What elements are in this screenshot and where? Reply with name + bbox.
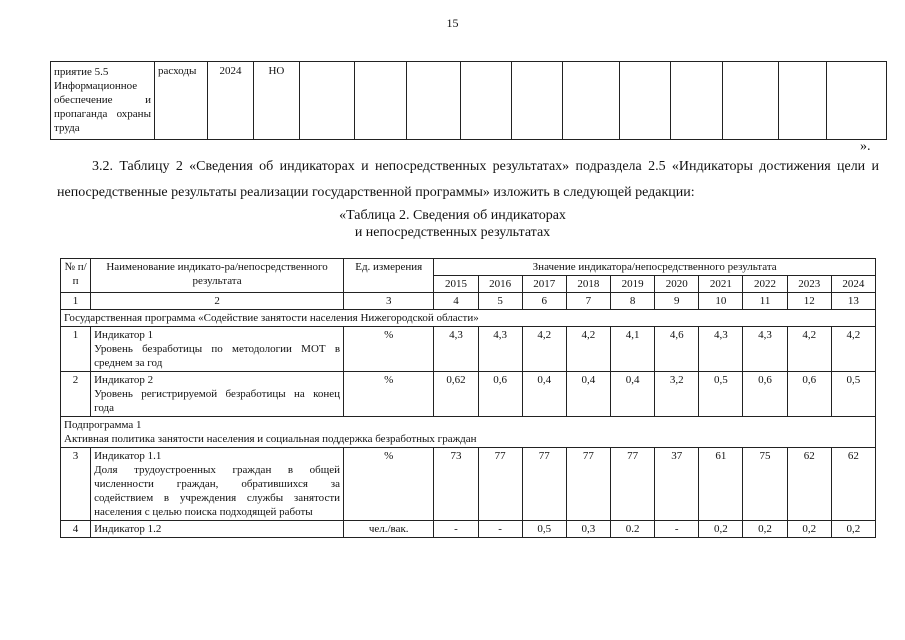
previous-table-fragment bbox=[50, 61, 887, 140]
value-cell: 4,3 bbox=[434, 327, 478, 372]
program-title: Государственная программа «Содействие занятости населения Нижегородской области» bbox=[61, 310, 876, 327]
value-cell: 61 bbox=[699, 448, 743, 521]
value-cell: 0,6 bbox=[787, 372, 831, 417]
header-values: Значение индикатора/непосредственного результата bbox=[434, 259, 876, 276]
flag-cell: НО bbox=[253, 62, 299, 140]
value-cell: 77 bbox=[478, 448, 522, 521]
value-cell: 75 bbox=[743, 448, 787, 521]
column-number: 7 bbox=[566, 293, 610, 310]
empty-cell bbox=[563, 62, 620, 140]
header-unit: Ед. измерения bbox=[344, 259, 434, 293]
expense-type-cell: расходы bbox=[154, 62, 207, 140]
subprogram-name: Активная политика занятости населения и социальная поддержка безработных граждан bbox=[64, 433, 477, 445]
row-number: 2 bbox=[61, 372, 91, 417]
column-number: 12 bbox=[787, 293, 831, 310]
subprogram-title bbox=[61, 417, 876, 448]
unit-cell: % bbox=[344, 372, 434, 417]
column-numbers-row bbox=[61, 293, 876, 310]
year-header: 2021 bbox=[699, 276, 743, 293]
value-cell: 4,2 bbox=[831, 327, 875, 372]
caption-line-2: и непосредственных результатах bbox=[354, 225, 551, 240]
indicator-cell bbox=[91, 327, 344, 372]
header-no: № п/п bbox=[61, 259, 91, 293]
subprogram-rows bbox=[61, 448, 876, 538]
indicator-title: Индикатор 1.1 bbox=[94, 450, 162, 462]
table-row bbox=[51, 62, 887, 140]
value-cell: 3,2 bbox=[655, 372, 699, 417]
value-cell: 0,4 bbox=[522, 372, 566, 417]
value-cell: 77 bbox=[566, 448, 610, 521]
table-row bbox=[61, 448, 876, 521]
column-number: 5 bbox=[478, 293, 522, 310]
program-row bbox=[61, 310, 876, 327]
value-cell: 0,5 bbox=[522, 521, 566, 538]
year-header: 2024 bbox=[831, 276, 875, 293]
column-number: 6 bbox=[522, 293, 566, 310]
value-cell: 4,2 bbox=[787, 327, 831, 372]
column-number: 9 bbox=[655, 293, 699, 310]
year-header: 2018 bbox=[566, 276, 610, 293]
value-cell: 0.2 bbox=[610, 521, 654, 538]
empty-cell bbox=[779, 62, 827, 140]
unit-cell: чел./вак. bbox=[344, 521, 434, 538]
indicator-title: Индикатор 1.2 bbox=[94, 523, 162, 535]
header-name: Наименование индикато-ра/непосредственного результата bbox=[91, 259, 344, 293]
empty-cell bbox=[671, 62, 723, 140]
table-row bbox=[61, 327, 876, 372]
empty-cell bbox=[723, 62, 779, 140]
value-cell: 0,2 bbox=[787, 521, 831, 538]
value-cell: 0,62 bbox=[434, 372, 478, 417]
value-cell: 0,2 bbox=[699, 521, 743, 538]
unit-cell: % bbox=[344, 448, 434, 521]
indicator-title: Индикатор 1 bbox=[94, 329, 154, 341]
indicator-cell bbox=[91, 521, 344, 538]
year-header: 2022 bbox=[743, 276, 787, 293]
value-cell: 62 bbox=[787, 448, 831, 521]
value-cell: 0,5 bbox=[831, 372, 875, 417]
closing-quote: ». bbox=[860, 139, 871, 154]
empty-cell bbox=[511, 62, 563, 140]
table-caption bbox=[0, 207, 905, 241]
indicators-table bbox=[60, 258, 876, 538]
column-number: 13 bbox=[831, 293, 875, 310]
value-cell: 4,1 bbox=[610, 327, 654, 372]
column-number: 3 bbox=[344, 293, 434, 310]
program-rows bbox=[61, 327, 876, 417]
empty-cell bbox=[620, 62, 671, 140]
measure-name-continuation: приятие 5.5 bbox=[54, 66, 109, 78]
empty-cell bbox=[299, 62, 354, 140]
value-cell: 0,2 bbox=[831, 521, 875, 538]
caption-line-1: «Таблица 2. Сведения об индикаторах bbox=[339, 208, 566, 223]
empty-cell bbox=[406, 62, 460, 140]
value-cell: - bbox=[478, 521, 522, 538]
indicator-title: Индикатор 2 bbox=[94, 374, 154, 386]
value-cell: 0,3 bbox=[566, 521, 610, 538]
empty-cell bbox=[354, 62, 406, 140]
value-cell: 62 bbox=[831, 448, 875, 521]
indicator-cell bbox=[91, 448, 344, 521]
empty-cell bbox=[826, 62, 886, 140]
year-header: 2020 bbox=[655, 276, 699, 293]
year-header: 2016 bbox=[478, 276, 522, 293]
value-cell: 4,3 bbox=[743, 327, 787, 372]
value-cell: 4,2 bbox=[522, 327, 566, 372]
row-number: 4 bbox=[61, 521, 91, 538]
column-number: 2 bbox=[91, 293, 344, 310]
column-number: 4 bbox=[434, 293, 478, 310]
value-cell: 73 bbox=[434, 448, 478, 521]
header-row bbox=[61, 259, 876, 276]
value-cell: 0,6 bbox=[478, 372, 522, 417]
value-cell: 0,6 bbox=[743, 372, 787, 417]
subprogram-row bbox=[61, 417, 876, 448]
value-cell: 0,5 bbox=[699, 372, 743, 417]
table-row bbox=[61, 521, 876, 538]
year-header: 2015 bbox=[434, 276, 478, 293]
year-cell: 2024 bbox=[207, 62, 253, 140]
row-number: 3 bbox=[61, 448, 91, 521]
column-number: 10 bbox=[699, 293, 743, 310]
year-header: 2023 bbox=[787, 276, 831, 293]
value-cell: - bbox=[434, 521, 478, 538]
year-header: 2017 bbox=[522, 276, 566, 293]
measure-name: Информационное обеспечение и пропаганда охраны труда bbox=[54, 80, 151, 134]
amendment-paragraph: 3.2. Таблицу 2 «Сведения об индикаторах и непосредственных результатах» подраздела 2.5 «Индикаторы достижения цели и непосредственные результаты реализации государственной программы» изложить в следующей редакции: bbox=[57, 159, 879, 200]
column-number: 8 bbox=[610, 293, 654, 310]
page-number: 15 bbox=[446, 16, 459, 30]
value-cell: 77 bbox=[522, 448, 566, 521]
row-number: 1 bbox=[61, 327, 91, 372]
indicator-cell bbox=[91, 372, 344, 417]
value-cell: 0,2 bbox=[743, 521, 787, 538]
value-cell: 4,3 bbox=[478, 327, 522, 372]
indicator-description: Доля трудоустроенных граждан в общей численности граждан, обратившихся за содействием в учреждения службы занятости населения с целью поиска подходящей работы bbox=[94, 464, 341, 518]
value-cell: 4,3 bbox=[699, 327, 743, 372]
value-cell: 0,4 bbox=[566, 372, 610, 417]
value-cell: - bbox=[655, 521, 699, 538]
value-cell: 0,4 bbox=[610, 372, 654, 417]
column-number: 1 bbox=[61, 293, 91, 310]
year-header: 2019 bbox=[610, 276, 654, 293]
subprogram-label: Подпрограмма 1 bbox=[64, 419, 142, 431]
unit-cell: % bbox=[344, 327, 434, 372]
value-cell: 4,2 bbox=[566, 327, 610, 372]
value-cell: 77 bbox=[610, 448, 654, 521]
indicator-description: Уровень безработицы по методологии МОТ в среднем за год bbox=[94, 343, 341, 369]
measure-name-cell bbox=[51, 62, 155, 140]
value-cell: 37 bbox=[655, 448, 699, 521]
table-row bbox=[61, 372, 876, 417]
empty-cell bbox=[460, 62, 511, 140]
indicator-description: Уровень регистрируемой безработицы на конец года bbox=[94, 388, 341, 414]
column-number: 11 bbox=[743, 293, 787, 310]
value-cell: 4,6 bbox=[655, 327, 699, 372]
